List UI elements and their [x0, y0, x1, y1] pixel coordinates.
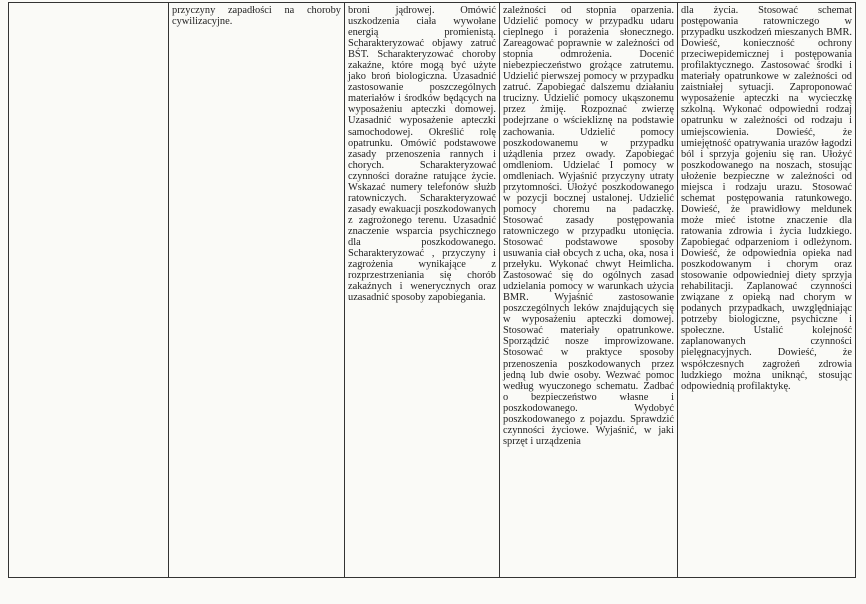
column-2-text: przyczyny zapadłości na choroby cywilizacyjne. [172, 5, 341, 28]
column-5-cell [678, 3, 856, 578]
curriculum-table [8, 2, 856, 578]
column-4-cell [500, 3, 678, 578]
column-5-text: dla życia. Stosować schemat postępowania ratowniczego w przypadku uszkodzeń mieszanych BMR. Dowieść, konieczność ochrony przeciwepidemicznej i postępowania profilaktycznego. Zastosować środki i materiały opatrunkowe w zależności od zaistniałej sytuacji. Zaproponować wyposażenie apteczki na wycieczkę szkolną. Wykonać odpowiedni rodzaj opatrunku w zależności od rodzaju i umiejscowienia. Dowieść, że umiejętność opatrywania urazów łagodzi ból i sprzyja gojeniu się ran. Ułożyć poszkodowanego na noszach, stosując ułożenie bezpieczne w zależności od miejsca i rodzaju urazu. Stosować schemat postępowania ratunkowego. Dowieść, że prawidłowy meldunek może mieć istotne znaczenie dla ratowania zdrowia i życia ludzkiego. Zapobiegać odparzeniom i odleżynom. Dowieść, że odpowiednia opieka nad poszkodowanym i chorym oraz stosowanie odpowiedniej diety sprzyja rehabilitacji. Zaplanować czynności związane z opieką nad chorym w podanych przypadkach, uwzględniając potrzeby biologiczne, psychiczne i społeczne. Ustalić kolejność zaplanowanych czynności pielęgnacyjnych. Dowieść, że współczesnych zagrożeń zdrowia ludzkiego można uniknąć, stosując odpowiednią profilaktykę. [681, 5, 852, 392]
column-2-cell [169, 3, 345, 578]
column-4-text: zależności od stopnia oparzenia. Udzielić pomocy w przypadku udaru cieplnego i porażenia słonecznego. Zareagować poprawnie w zależności od stopnia odmrożenia. Docenić niebezpieczeństwo grożące zatrutemu. Udzielić pierwszej pomocy w przypadku zatruć. Zapobiegać dalszemu działaniu trucizny. Udzielić pomocy ukąszonemu przez żmiję. Rozpoznać zwierzę podejrzane o wściekliznę na podstawie zachowania. Udzielić pomocy poszkodowanemu w przypadku użądlenia przez owady. Zapobiegać omdleniom. Udzielać I pomocy w omdleniach. Wyjaśnić przyczyny utraty przytomności. Ułożyć poszkodowanego w pozycji bocznej ustalonej. Udzielić pomocy choremu na padaczkę. Stosować zasady postępowania ratowniczego w przypadku utonięcia. Stosować podstawowe sposoby usuwania ciał obcych z ucha, oka, nosa i przełyku. Wykonać chwyt Heimlicha. Zastosować się do ogólnych zasad udzielania pomocy w warunkach użycia BMR. Wyjaśnić zastosowanie poszczególnych leków znajdujących się w wyposażeniu apteczki domowej. Stosować materiały opatrunkowe. Sporządzić nosze improwizowane. Stosować w praktyce sposoby przenoszenia poszkodowanych przez jedną lub dwie osoby. Wezwać pomoc według wyuczonego schematu. Zadbać o bezpieczeństwo własne i poszkodowanego. Wydobyć poszkodowanego z pojazdu. Sprawdzić czynności życiowe. Wyjaśnić, w jaki sprzęt i urządzenia [503, 5, 674, 447]
column-3-text: broni jądrowej. Omówić uszkodzenia ciała wywołane energią promienistą. Scharakteryzować objawy zatruć BŚT. Scharakteryzować choroby zakaźne, które mogą być użyte jako broń biologiczna. Uzasadnić zastosowanie poszczególnych materiałów i środków będących na wyposażeniu apteczki domowej. Uzasadnić wyposażenie apteczki samochodowej. Określić rolę opatrunku. Omówić podstawowe zasady przenoszenia rannych i chorych. Scharakteryzować czynności doraźne ratujące życie. Wskazać numery telefonów służb ratowniczych. Scharakteryzować zasady ewakuacji poszkodowanych z zagrożonego terenu. Uzasadnić znaczenie wsparcia psychicznego dla poszkodowanego. Scharakteryzować , przyczyny i zagrożenia wynikające z rozprzestrzeniania się chorób zakaźnych i wenerycznych oraz uzasadnić sposoby zapobiegania. [348, 5, 496, 304]
table-row [9, 3, 856, 578]
column-1-cell [9, 3, 169, 578]
column-3-cell [345, 3, 500, 578]
